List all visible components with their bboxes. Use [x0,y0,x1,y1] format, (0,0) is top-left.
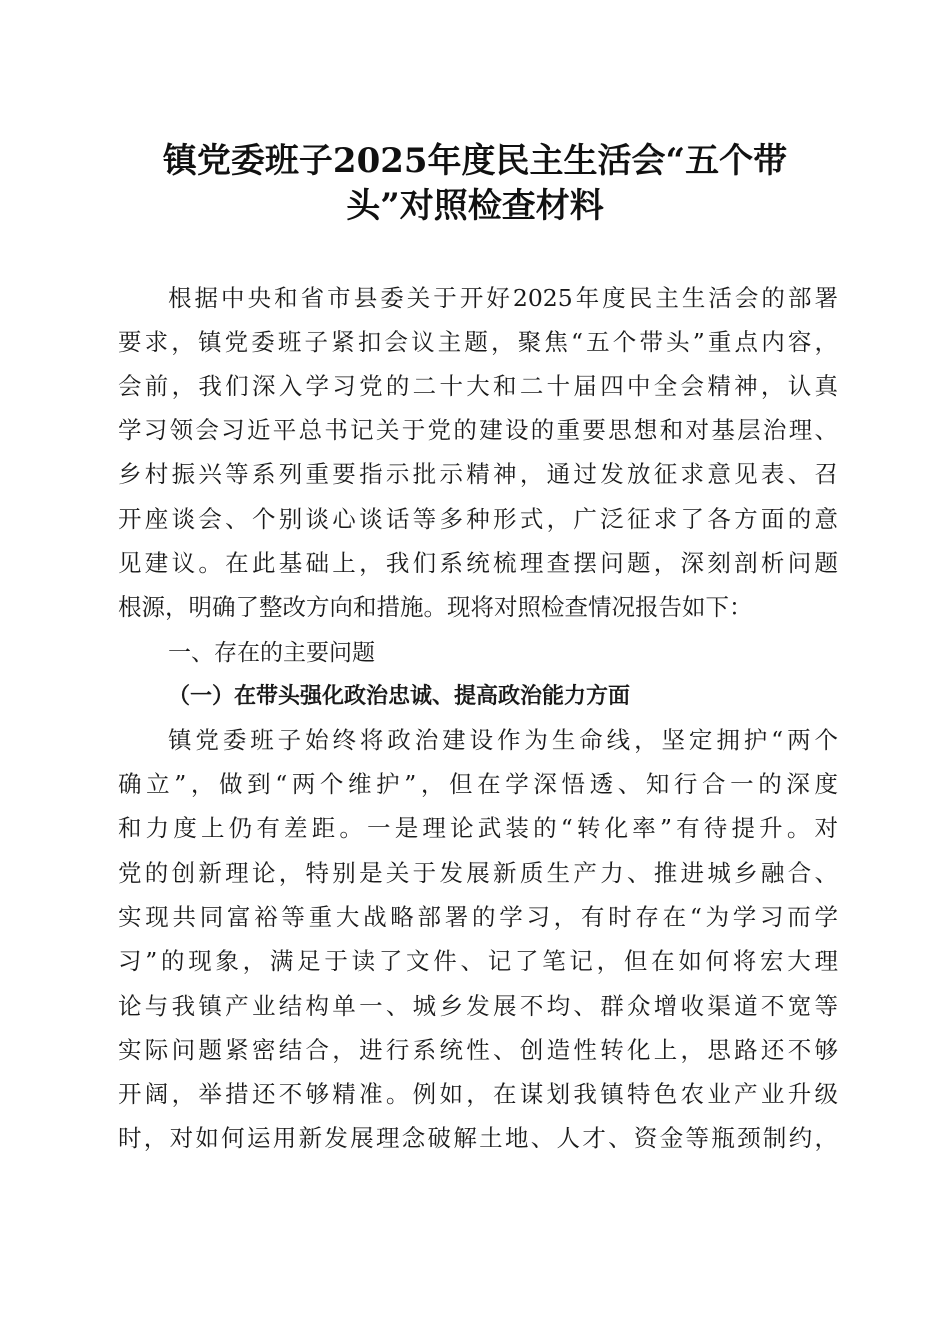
intro-line: 根据中央和省市县委关于开好2025年度民主生活会的部署 [168,284,838,312]
intro-line: 乡村振兴等系列重要指示批示精神，通过发放征求意见表、召 [118,460,838,488]
intro-line: 根源，明确了整改方向和措施。现将对照检查情况报告如下： [118,593,753,621]
intro-line: 学习领会习近平总书记关于党的建设的重要思想和对基层治理、 [118,416,838,444]
body-line: 实现共同富裕等重大战略部署的学习，有时存在“为学习而学 [118,903,838,931]
intro-line: 会前，我们深入学习党的二十大和二十届四中全会精神，认真 [118,372,838,400]
body-line: 论与我镇产业结构单一、城乡发展不均、群众增收渠道不宽等 [118,992,838,1020]
body-line: 时，对如何运用新发展理念破解土地、人才、资金等瓶颈制约， [118,1124,838,1152]
body-line: 确立”，做到“两个维护”，但在学深悟透、知行合一的深度 [118,770,838,798]
intro-line: 要求，镇党委班子紧扣会议主题，聚焦“五个带头”重点内容， [118,328,838,356]
intro-line: 见建议。在此基础上，我们系统梳理查摆问题，深刻剖析问题 [118,549,838,577]
body-line: 和力度上仍有差距。一是理论武装的“转化率”有待提升。对 [118,814,838,842]
document-title-line-1: 镇党委班子2025年度民主生活会“五个带 [162,141,788,181]
body-line: 实际问题紧密结合，进行系统性、创造性转化上，思路还不够 [118,1036,838,1064]
intro-line: 开座谈会、个别谈心谈话等多种形式，广泛征求了各方面的意 [118,505,838,533]
body-line: 镇党委班子始终将政治建设作为生命线，坚定拥护“两个 [168,726,838,754]
document-title-line-2: 头”对照检查材料 [346,186,604,226]
body-line: 党的创新理论，特别是关于发展新质生产力、推进城乡融合、 [118,859,838,887]
body-line: 开阔，举措还不够精准。例如，在谋划我镇特色农业产业升级 [118,1080,838,1108]
section-heading: 一、存在的主要问题 [168,640,375,666]
subsection-heading: （一）在带头强化政治忠诚、提高政治能力方面 [168,683,631,709]
body-line: 习”的现象，满足于读了文件、记了笔记，但在如何将宏大理 [118,947,838,975]
